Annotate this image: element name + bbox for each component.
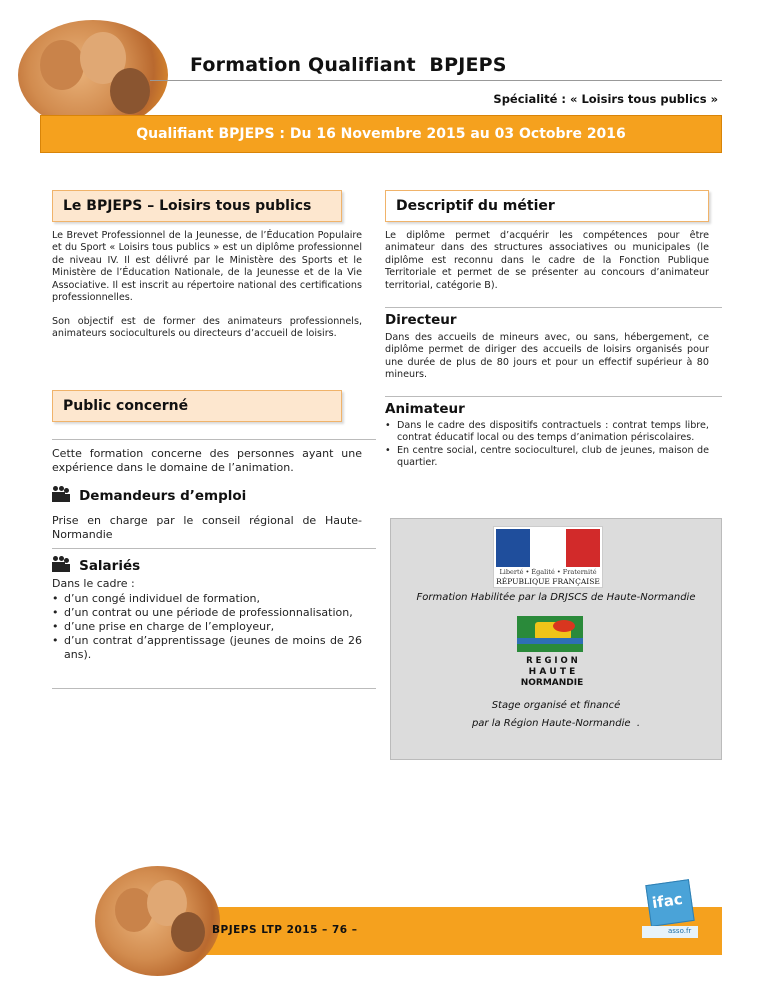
section-header-bpjeps: Le BPJEPS – Loisirs tous publics: [52, 190, 342, 222]
salaries-title: Salariés: [79, 558, 141, 574]
list-item: • Dans le cadre des dispositifs contractuels : contrat temps libre, contrat éducatif local ou des temps d’animation périscolaires.: [385, 420, 709, 445]
directeur-paragraph: Dans des accueils de mineurs avec, ou sans, hébergement, ce diplôme permet de diriger des accueils de loisirs organisés pour une durée de plus de 80 jours et pour un effectif supérieur à 80 mineurs.: [385, 332, 709, 381]
animateur-title: Animateur: [385, 401, 465, 417]
descriptif-paragraph: Le diplôme permet d’acquérir les compétences pour être animateur dans des structures associatives ou municipales (le diplôme est reconnu dans le cadre de la Fonction Publique Territoriale et permet de se présenter au concours d’animateur territorial, catégorie B).: [385, 230, 709, 291]
ifac-logo-text: ifac: [650, 889, 684, 913]
divider: [385, 307, 722, 308]
region-caption-2: par la Région Haute-Normandie .: [471, 718, 641, 729]
demandeurs-title: Demandeurs d’emploi: [79, 488, 247, 504]
demandeurs-heading: [52, 485, 246, 504]
salaries-intro: Dans le cadre :: [52, 577, 135, 590]
section-header-descriptif: Descriptif du métier: [385, 190, 709, 222]
bpjeps-paragraph-2: Son objectif est de former des animateurs professionnels, animateurs socioculturels ou directeurs d’accueil de loisirs.: [52, 316, 362, 340]
divider: [385, 396, 722, 397]
people-icon: [52, 556, 70, 572]
directeur-title: Directeur: [385, 312, 457, 328]
divider: [52, 439, 376, 440]
page-subtitle: Spécialité : « Loisirs tous publics »: [493, 92, 718, 106]
section-header-public: Public concerné: [52, 390, 342, 422]
list-item: • En centre social, centre socioculturel, club de jeunes, maison de quartier.: [385, 445, 709, 470]
drjscs-caption: Formation Habilitée par la DRJSCS de Haute-Normandie: [416, 592, 696, 603]
divider: [52, 548, 376, 549]
list-item: • d’un congé individuel de formation,: [52, 592, 362, 606]
animateur-list: [385, 420, 709, 470]
region-caption-1: Stage organisé et financé: [491, 700, 621, 711]
ifac-logo-url: asso.fr: [668, 927, 692, 935]
footer-text: BPJEPS LTP 2015 – 76 –: [212, 924, 358, 936]
date-banner: Qualifiant BPJEPS : Du 16 Novembre 2015 au 03 Octobre 2016: [40, 115, 722, 153]
demandeurs-paragraph: Prise en charge par le conseil régional de Haute-Normandie: [52, 514, 362, 541]
header-photo: [18, 20, 168, 130]
people-icon: [52, 486, 70, 502]
region-l2: H A U T E: [528, 667, 576, 677]
list-item: • d’une prise en charge de l’employeur,: [52, 620, 362, 634]
salaries-list: [52, 592, 362, 662]
region-l3: NORMANDIE: [520, 678, 584, 688]
footer-photo: [95, 866, 220, 976]
list-item: • d’un contrat d’apprentissage (jeunes de moins de 26 ans).: [52, 634, 362, 662]
divider: [52, 688, 376, 689]
salaries-heading: [52, 555, 140, 574]
rf-motto: Liberté • Égalité • Fraternité: [499, 568, 597, 576]
republique-francaise-logo: [493, 526, 603, 588]
page-title: Formation Qualifiant BPJEPS: [190, 54, 507, 76]
bpjeps-paragraph-1: Le Brevet Professionnel de la Jeunesse, de l’Éducation Populaire et du Sport « Loisirs tous publics » est un diplôme professionnel de niveau IV. Il est délivré par le Ministère des Sports et le Ministère de l’Éducation Nationale, de la Jeunesse et de la Vie Associative. Il est inscrit au répertoire national des certifications professionnelles.: [52, 230, 362, 304]
rf-name: RÉPUBLIQUE FRANÇAISE: [496, 577, 600, 586]
ifac-logo: [642, 882, 698, 940]
region-haute-normandie-logo: [513, 612, 591, 692]
list-item: • d’un contrat ou une période de professionnalisation,: [52, 606, 362, 620]
header-rule: [150, 80, 722, 81]
region-l1: R E G I O N: [526, 656, 578, 666]
public-paragraph: Cette formation concerne des personnes ayant une expérience dans le domaine de l’animation.: [52, 447, 362, 474]
